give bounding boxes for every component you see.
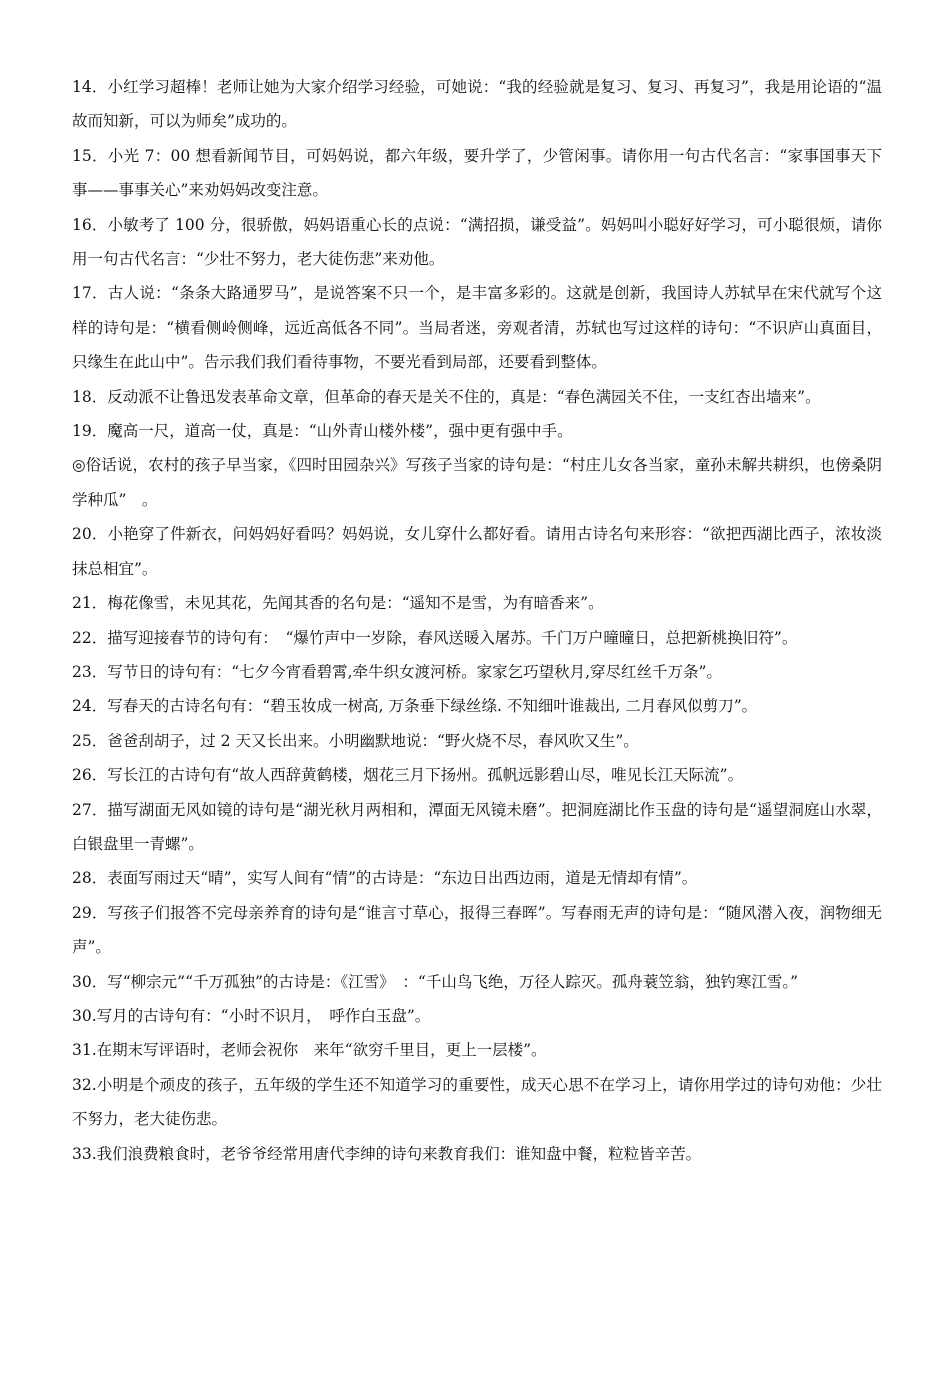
item-31: 31.在期末写评语时，老师会祝你 来年“欲穷千里目，更上一层楼”。 xyxy=(72,1041,547,1060)
item-bullet: ◎俗话说，农村的孩子早当家，《四时田园杂兴》写孩子当家的诗句是：“村庄儿女各当家，童孙未解共耕织，也傍桑阴学种瓜” 。 xyxy=(72,456,882,509)
item-16: 16．小敏考了 100 分，很骄傲，妈妈语重心长的点说：“满招损，谦受益”。妈妈叫小聪好好学习，可小聪很烦，请你用一句古代名言：“少壮不努力，老大徒伤悲”来劝他。 xyxy=(72,215,882,269)
item-27: 27．描写湖面无风如镜的诗句是“湖光秋月两相和，潭面无风镜未磨”。把洞庭湖比作玉盘的诗句是“遥望洞庭山水翠，白银盘里一青螺”。 xyxy=(72,800,882,853)
item-32: 32.小明是个顽皮的孩子，五年级的学生还不知道学习的重要性，成天心思不在学习上，请你用学过的诗句劝他：少壮不努力，老大徒伤悲。 xyxy=(72,1075,882,1129)
item-19: 19．魔高一尺，道高一仗，真是：“山外青山楼外楼”，强中更有强中手。 xyxy=(72,422,573,441)
document-body xyxy=(72,70,882,1171)
item-28: 28．表面写雨过天“晴”，实写人间有“情”的古诗是：“东边日出西边雨，道是无情却有情”。 xyxy=(72,869,698,888)
item-29: 29．写孩子们报答不完母亲养育的诗句是“谁言寸草心，报得三春晖”。写春雨无声的诗句是：“随风潜入夜，润物细无声”。 xyxy=(72,903,882,957)
item-26: 26．写长江的古诗句有“故人西辞黄鹤楼，烟花三月下扬州。孤帆远影碧山尽，唯见长江天际流”。 xyxy=(72,766,744,785)
item-33: 33.我们浪费粮食时，老爷爷经常用唐代李绅的诗句来教育我们：谁知盘中餐，粒粒皆辛苦。 xyxy=(72,1144,702,1163)
item-24: 24．写春天的古诗名句有：“碧玉妆成一树高, 万条垂下绿丝绦. 不知细叶谁裁出, 二月春风似剪刀”。 xyxy=(72,697,758,716)
item-25: 25．爸爸刮胡子，过 2 天又长出来。小明幽默地说：“野火烧不尽，春风吹又生”。 xyxy=(72,731,639,750)
item-18: 18．反动派不让鲁迅发表革命文章，但革命的春天是关不住的，真是：“春色满园关不住，一支红杏出墙来”。 xyxy=(72,387,821,406)
item-17: 17．古人说：“条条大路通罗马”，是说答案不只一个，是丰富多彩的。这就是创新，我国诗人苏轼早在宋代就写个这样的诗句是：“横看侧岭侧峰，远近高低各不同”。当局者迷，旁观者清，苏轼也写过这样的诗句：“不识庐山真面目，只缘生在此山中”。告示我们我们看待事物，不要光看到局部，还要看到整体。 xyxy=(72,284,882,372)
item-21: 21．梅花像雪，未见其花，先闻其香的名句是：“遥知不是雪，为有暗香来”。 xyxy=(72,594,604,613)
item-30b: 30.写月的古诗句有：“小时不识月， 呼作白玉盘”。 xyxy=(72,1006,431,1025)
item-14: 14．小红学习超棒！老师让她为大家介绍学习经验，可她说：“我的经验就是复习、复习、再复习”，我是用论语的“温故而知新，可以为师矣”成功的。 xyxy=(72,78,882,131)
item-20: 20．小艳穿了件新衣，问妈妈好看吗？妈妈说，女儿穿什么都好看。请用古诗名句来形容：“欲把西湖比西子，浓妆淡抹总相宜”。 xyxy=(72,525,882,578)
item-23: 23．写节日的诗句有：“七夕今宵看碧霄,牵牛织女渡河桥。家家乞巧望秋月,穿尽红丝千万条”。 xyxy=(72,662,722,681)
item-22: 22．描写迎接春节的诗句有： “爆竹声中一岁除，春风送暖入屠苏。千门万户曈曈日，总把新桃换旧符”。 xyxy=(72,628,798,647)
item-30a: 30．写“柳宗元”“千万孤独”的古诗是：《江雪》 ：“千山鸟飞绝，万径人踪灭。孤舟蓑笠翁，独钓寒江雪。” xyxy=(72,972,799,991)
item-15: 15．小光 7：00 想看新闻节目，可妈妈说，都六年级，要升学了，少管闲事。请你用一句古代名言：“家事国事天下事——事事关心”来劝妈妈改变注意。 xyxy=(72,146,882,200)
